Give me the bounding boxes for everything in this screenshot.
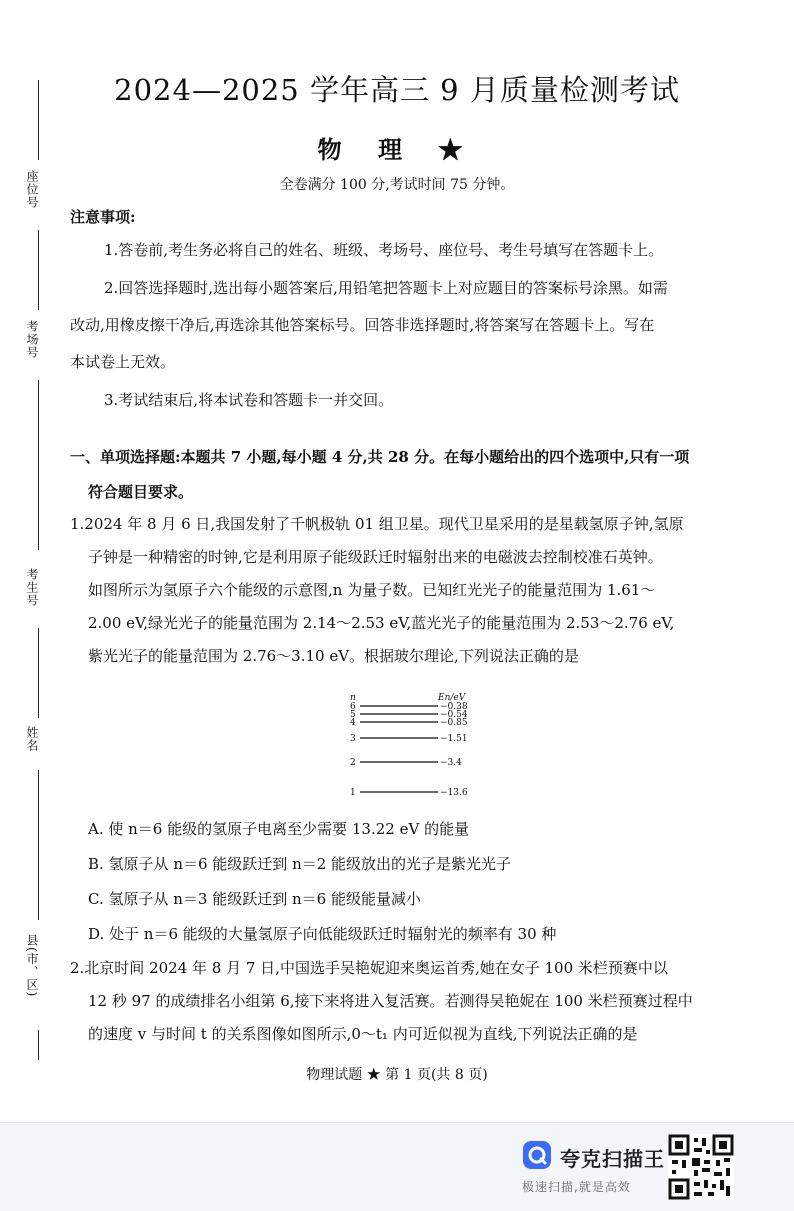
option-b: B. 氢原子从 n＝6 能级跃迁到 n＝2 能级放出的光子是紫光光子 bbox=[88, 855, 512, 873]
binding-line-6 bbox=[38, 1030, 39, 1060]
county-label: 县(市、区) bbox=[25, 934, 39, 998]
energy-level-diagram bbox=[330, 690, 490, 800]
q2-line-2: 12 秒 97 的成绩排名小组第 6,接下来将进入复活赛。若测得吴艳妮在 100 米栏预赛过程中 bbox=[88, 992, 693, 1010]
q1-line-2: 子钟是一种精密的时钟,它是利用原子能级跃迁时辐射出来的电磁波去控制校准石英钟。 bbox=[88, 548, 663, 566]
notice-item-2-line-3: 本试卷上无效。 bbox=[70, 353, 176, 371]
scanner-brand-name: 夸克扫描王 bbox=[560, 1147, 665, 1171]
section-heading-line-1: 一、单项选择题:本题共 7 小题,每小题 4 分,共 28 分。在每小题给出的四个选项中,只有一项 bbox=[70, 448, 690, 466]
level-n-label: 4 bbox=[350, 718, 356, 728]
question-2 bbox=[70, 952, 770, 1051]
level-energy-label: −1.51 bbox=[440, 734, 468, 744]
notice-title: 注意事项: bbox=[70, 208, 136, 226]
option-d: D. 处于 n＝6 能级的大量氢原子向低能级跃迁时辐射光的频率有 30 种 bbox=[88, 925, 557, 943]
page-footer: 物理试题 ★ 第 1 页(共 8 页) bbox=[306, 1067, 488, 1083]
level-energy-label: −0.54 bbox=[440, 710, 468, 720]
exam-no-label: 考生号 bbox=[25, 568, 39, 607]
level-n-label: 3 bbox=[350, 734, 356, 744]
level-energy-label: −0.38 bbox=[440, 702, 468, 712]
level-n-label: 1 bbox=[350, 788, 356, 798]
binding-line-4 bbox=[38, 628, 39, 718]
exam-title: 2024—2025 学年高三 9 月质量检测考试 bbox=[114, 73, 680, 107]
level-n-label: 2 bbox=[350, 758, 356, 768]
option-c: C. 氢原子从 n＝3 能级跃迁到 n＝6 能级能量减小 bbox=[88, 890, 421, 908]
name-label: 姓名 bbox=[25, 726, 39, 752]
notice-item-2-line-2: 改动,用橡皮擦干净后,再选涂其他答案标号。回答非选择题时,将答案写在答题卡上。写在 bbox=[70, 316, 655, 334]
q1-line-1: 1.2024 年 8 月 6 日,我国发射了千帆极轨 01 组卫星。现代卫星采用的是星载氢原子钟,氢原 bbox=[70, 515, 684, 533]
subject-title: 物 理 ★ bbox=[317, 135, 477, 164]
scanner-logo-icon bbox=[522, 1140, 552, 1170]
seat-label: 座位号 bbox=[25, 170, 39, 209]
q1-line-4: 2.00 eV,绿光光子的能量范围为 2.14～2.53 eV,蓝光光子的能量范围为 2.53～2.76 eV, bbox=[88, 614, 675, 632]
room-label: 考场号 bbox=[25, 320, 39, 359]
q2-line-3: 的速度 v 与时间 t 的关系图像如图所示,0～t₁ 内可近似视为直线,下列说法正确的是 bbox=[88, 1025, 638, 1043]
level-energy-label: −0.85 bbox=[440, 718, 468, 728]
section-heading bbox=[70, 440, 760, 510]
n-axis-label: n bbox=[350, 693, 356, 703]
level-energy-label: −13.6 bbox=[440, 788, 468, 798]
q1-line-5: 紫光光子的能量范围为 2.76～3.10 eV。根据玻尔理论,下列说法正确的是 bbox=[88, 647, 579, 665]
energy-axis-label: En/eV bbox=[438, 693, 466, 703]
notice-item-2-line-1: 2.回答选择题时,选出每小题答案后,用铅笔把答题卡上对应题目的答案标号涂黑。如需 bbox=[104, 279, 668, 297]
level-n-label: 6 bbox=[350, 702, 356, 712]
binding-line-5 bbox=[38, 770, 39, 920]
notice-item-1: 1.答卷前,考生务必将自己的姓名、班级、考场号、座位号、考生号填写在答题卡上。 bbox=[104, 241, 664, 259]
option-a: A. 使 n＝6 能级的氢原子电离至少需要 13.22 eV 的能量 bbox=[88, 820, 470, 838]
notice-item-3: 3.考试结束后,将本试卷和答题卡一并交回。 bbox=[104, 391, 394, 409]
scanner-brand-slogan: 极速扫描,就是高效 bbox=[522, 1180, 631, 1194]
full-mark-note: 全卷满分 100 分,考试时间 75 分钟。 bbox=[279, 177, 515, 193]
qr-code-icon[interactable] bbox=[668, 1134, 734, 1200]
q2-line-1: 2.北京时间 2024 年 8 月 7 日,中国选手吴艳妮迎来奥运首秀,她在女子 100 米栏预赛中以 bbox=[70, 959, 668, 977]
binding-line-3 bbox=[38, 380, 39, 550]
level-n-label: 5 bbox=[350, 710, 356, 720]
binding-line-2 bbox=[38, 230, 39, 310]
question-1 bbox=[70, 508, 770, 673]
q1-line-3: 如图所示为氢原子六个能级的示意图,n 为量子数。已知红光光子的能量范围为 1.61～ bbox=[88, 581, 656, 599]
section-heading-line-2: 符合题目要求。 bbox=[88, 483, 194, 501]
level-energy-label: −3.4 bbox=[440, 758, 462, 768]
